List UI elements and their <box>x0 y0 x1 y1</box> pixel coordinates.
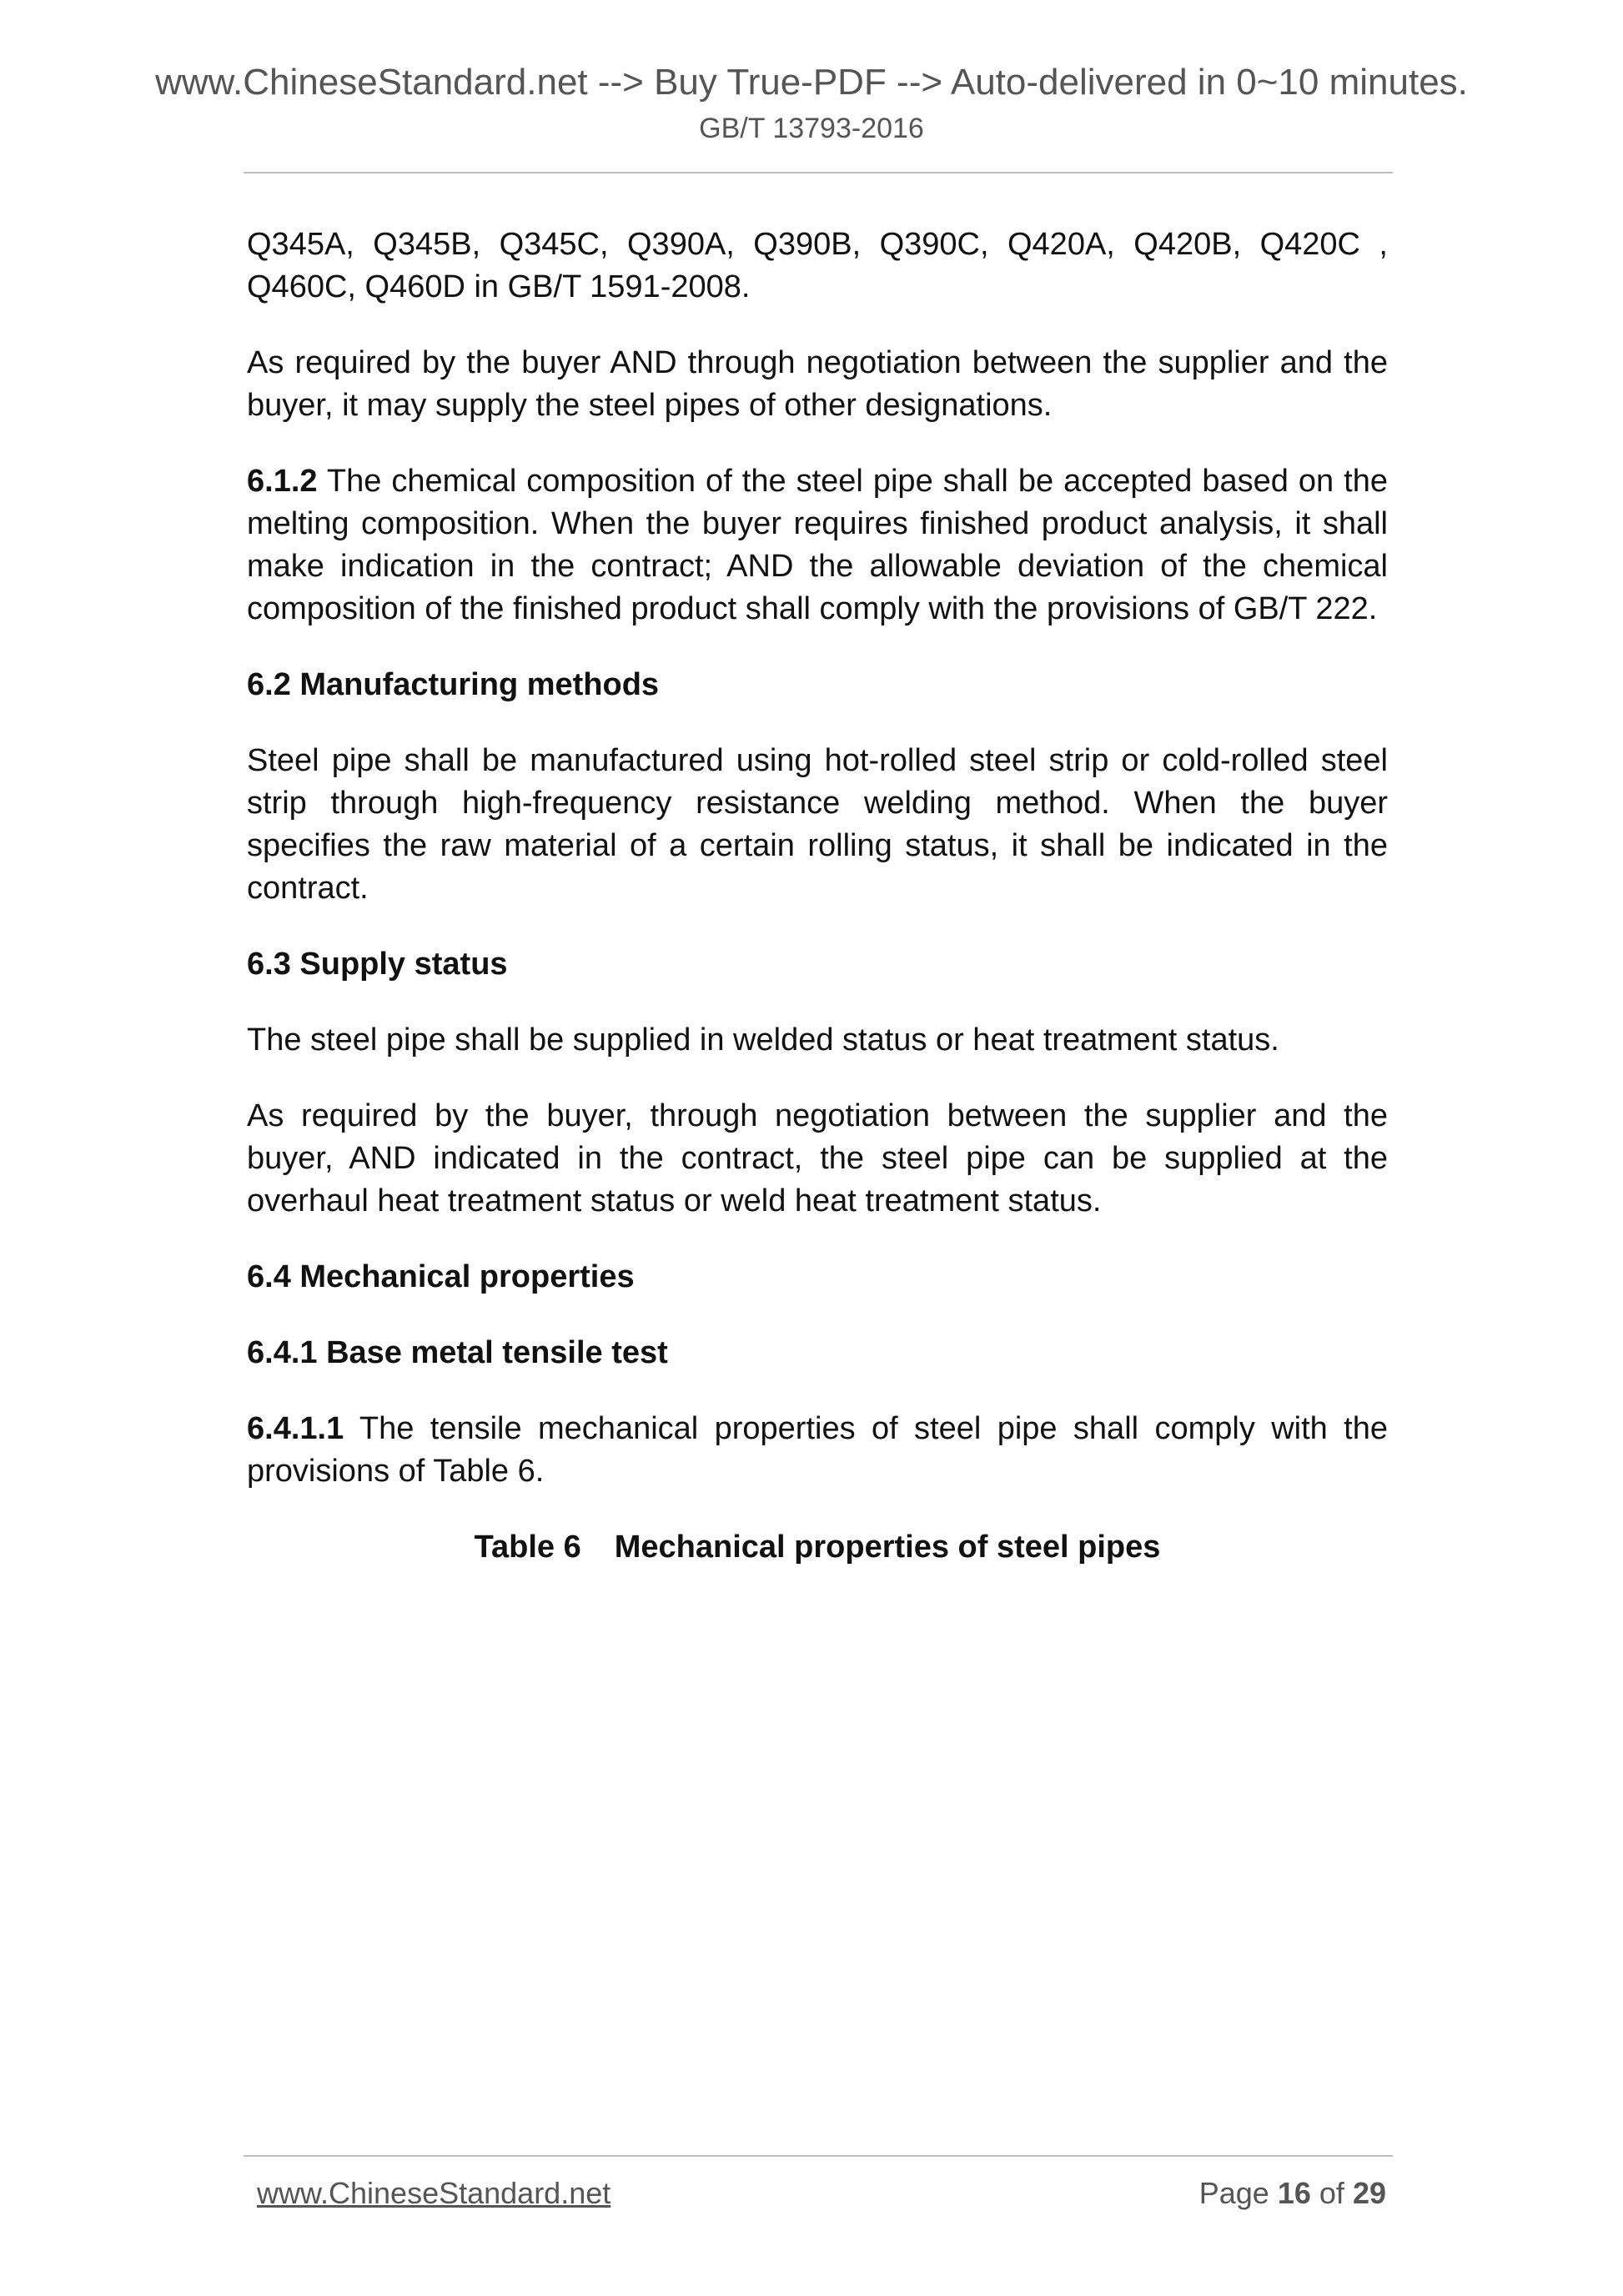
page-header <box>0 60 1623 145</box>
paragraph-supply-status: The steel pipe shall be supplied in welded status or heat treatment status. <box>247 1022 1279 1058</box>
page-prefix: Page <box>1198 2176 1269 2210</box>
clause-text: The chemical composition of the steel pipe shall be accepted based on the melting composition. When the buyer requires finished product analysis, it shall make indication in the contract; AND the allowable deviation of the chemical composition of the finished product shall comply with the provisions of GB/T 222. <box>247 464 1389 626</box>
standard-code: GB/T 13793-2016 <box>699 113 924 144</box>
section-heading-6-4: 6.4 Mechanical properties <box>247 1259 635 1294</box>
clause-number: 6.1.2 <box>247 464 318 499</box>
section-heading-6-4-1: 6.4.1 Base metal tensile test <box>247 1335 668 1370</box>
footer-website-link[interactable]: www.ChineseStandard.net <box>257 2176 611 2210</box>
table-label: Table 6 <box>474 1530 581 1565</box>
table-title: Mechanical properties of steel pipes <box>614 1530 1161 1565</box>
section-heading-6-2: 6.2 Manufacturing methods <box>247 667 660 702</box>
clause-6-4-1-1 <box>247 1408 1388 1493</box>
table-caption <box>247 1526 1388 1569</box>
paragraph-other-designations: As required by the buyer AND through negotiation between the supplier and the buyer, it may supply the steel pipes of other designations. <box>247 345 1388 423</box>
page-current: 16 <box>1277 2176 1311 2210</box>
clause-number: 6.4.1.1 <box>247 1411 344 1446</box>
document-body <box>247 224 1388 1569</box>
clause-text: The tensile mechanical properties of steel pipe shall comply with the provisions of Table 6. <box>247 1411 1388 1489</box>
section-heading-6-3: 6.3 Supply status <box>247 947 508 982</box>
footer-divider <box>244 2155 1393 2157</box>
paragraph-designations: Q345A, Q345B, Q345C, Q390A, Q390B, Q390C, Q420A, Q420B, Q420C , Q460C, Q460D in GB/T 1591-2008. <box>247 227 1388 304</box>
paragraph-manufacturing: Steel pipe shall be manufactured using hot-rolled steel strip or cold-rolled steel strip through high-frequency resistance welding method. When the buyer specifies the raw material of a certain rolling status, it shall be indicated in the contract. <box>247 743 1388 906</box>
page-number <box>1199 2175 1386 2212</box>
header-divider <box>244 172 1393 173</box>
page-total: 29 <box>1352 2176 1386 2210</box>
header-banner: www.ChineseStandard.net --> Buy True-PDF --> Auto-delivered in 0~10 minutes. <box>155 62 1468 103</box>
page-of: of <box>1319 2176 1344 2210</box>
paragraph-supply-heat-treatment: As required by the buyer, through negotiation between the supplier and the buyer, AND indicated in the contract, the steel pipe can be supplied at the overhaul heat treatment status or weld heat treatment status. <box>247 1098 1388 1218</box>
clause-6-1-2 <box>247 460 1388 631</box>
